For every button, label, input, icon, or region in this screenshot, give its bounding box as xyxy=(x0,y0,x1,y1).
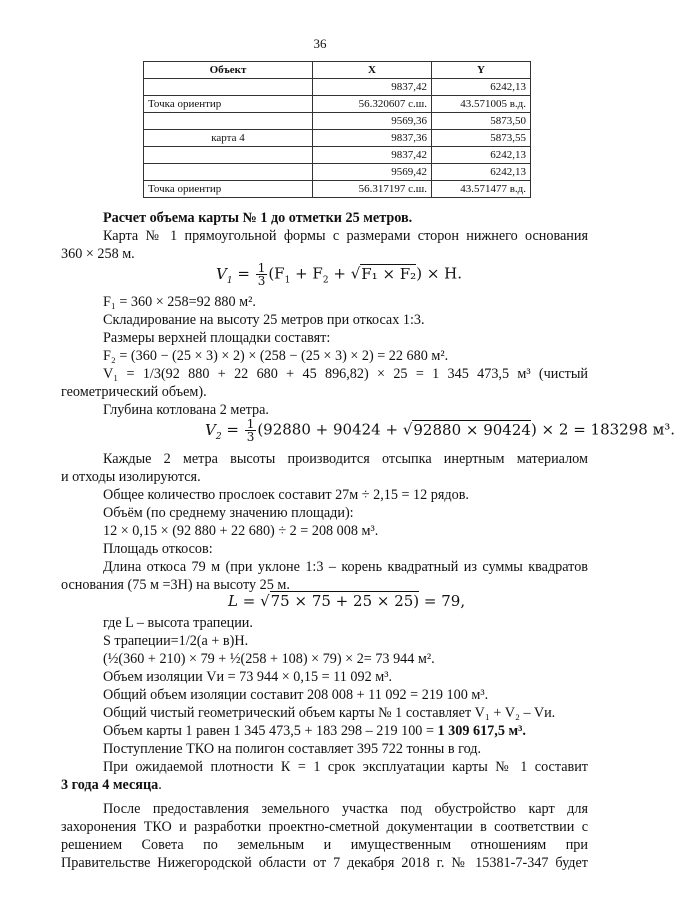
formula-text: 1 xyxy=(226,275,233,286)
formula-text: F₁ × F₂ xyxy=(361,264,417,283)
coordinates-table xyxy=(143,61,531,198)
fraction xyxy=(245,418,257,443)
table-cell: 6242,13 xyxy=(432,164,531,181)
text-line: После предоставления земельного участка под обустройство карт для xyxy=(103,801,588,817)
text-line: 360 × 258 м. xyxy=(61,246,135,262)
text-fragment: . xyxy=(522,723,526,739)
table-cell: 9837,36 xyxy=(313,130,432,147)
text-line: и отходы изолируются. xyxy=(61,469,201,485)
formula-text: = xyxy=(221,420,244,439)
formula-text: = 79, xyxy=(419,592,466,610)
table-row xyxy=(144,147,531,164)
text-line: Складирование на высоту 25 метров при откосах 1:3. xyxy=(103,312,425,328)
formula-text: + F xyxy=(290,264,323,283)
table-cell xyxy=(144,164,313,181)
formula-text: (F xyxy=(268,264,285,283)
table-cell xyxy=(144,113,313,130)
text-line: V₁ = 1/3(92 880 + 22 680 + 45 896,82) × 25 = 1 345 473,5 м³ (чистый xyxy=(103,366,588,382)
page-number: 36 xyxy=(313,36,327,51)
table-row xyxy=(144,130,531,147)
text-line: Общий чистый геометрический объем карты № 1 составляет V₁ + V₂ – Vи. xyxy=(103,705,556,721)
table-row xyxy=(144,96,531,113)
table-cell: 6242,13 xyxy=(432,147,531,164)
text-line: где L – высота трапеции. xyxy=(103,615,253,631)
table-cell: 9569,42 xyxy=(313,164,432,181)
text-line xyxy=(61,776,588,794)
table-header-y: Y xyxy=(432,62,531,79)
text-line: Общее количество прослоек составит 27м ÷ 2,15 = 12 рядов. xyxy=(103,487,469,503)
table-row xyxy=(144,113,531,130)
text-line: Общий объем изоляции составит 208 008 + 11 092 = 219 100 м³. xyxy=(103,687,489,703)
formula-text: 1 xyxy=(257,261,266,275)
text-fragment: Объем карты 1 равен 1 345 473,5 + 183 298 – 219 100 = xyxy=(103,723,438,739)
text-line: Карта № 1 прямоугольной формы с размерами сторон нижнего основания xyxy=(103,228,588,244)
table-cell: 9569,36 xyxy=(313,113,432,130)
table-header-object: Объект xyxy=(144,62,313,79)
table-cell xyxy=(144,79,313,96)
text-line: геометрический объем). xyxy=(61,384,207,400)
table-cell: 43.571477 в.д. xyxy=(432,181,531,198)
text-line: Поступление ТКО на полигон составляет 395 722 тонны в год. xyxy=(103,741,482,757)
formula-text: 1 xyxy=(246,417,255,431)
fraction xyxy=(256,262,268,287)
text-line: Размеры верхней площадки составят: xyxy=(103,330,331,346)
formula-l: L = √75 × 75 + 25 × 25) = 79, xyxy=(228,592,466,610)
formula-text: L = xyxy=(228,592,261,610)
text-line: Длина откоса 79 м (при уклоне 1:3 – корень квадратный из суммы квадратов xyxy=(103,559,588,575)
text-line: Объём (по среднему значению площади): xyxy=(103,505,354,521)
formula-text: 3 xyxy=(257,274,266,288)
formula-text: ) × 2 = 183298 м³. xyxy=(530,420,675,439)
table-cell: 9837,42 xyxy=(313,79,432,96)
table-cell: 9837,42 xyxy=(313,147,432,164)
formula-text: 2 xyxy=(215,431,222,442)
text-line: захоронения ТКО и разработки проектно-сметной документации в соответствии с xyxy=(61,819,588,835)
formula-text: = xyxy=(232,264,255,283)
text-line: Объем изоляции Vи = 73 944 × 0,15 = 11 092 м³. xyxy=(103,669,393,685)
text-line: основания (75 м =3Н) на высоту 25 м. xyxy=(61,577,290,593)
text-line: При ожидаемой плотности К = 1 срок эксплуатации карты № 1 составит xyxy=(103,759,588,775)
formula-text: 3 xyxy=(246,430,255,444)
table-cell xyxy=(144,147,313,164)
text-line: Правительстве Нижегородской области от 7 декабря 2018 г. № 15381-7-347 будет xyxy=(61,855,588,871)
text-line: F₁ = 360 × 258=92 880 м². xyxy=(103,294,256,310)
text-line xyxy=(103,722,588,740)
formula-text: ) × H. xyxy=(416,264,463,283)
table-cell: 56.320607 с.ш. xyxy=(313,96,432,113)
service-life: 3 года 4 месяца xyxy=(61,777,159,793)
table-cell: 43.571005 в.д. xyxy=(432,96,531,113)
table-header-x: X xyxy=(313,62,432,79)
total-volume: 1 309 617,5 м³ xyxy=(437,723,523,739)
text-line: S трапеции=1/2(а + в)Н. xyxy=(103,633,249,649)
table-cell: Точка ориентир xyxy=(144,96,313,113)
table-cell: карта 4 xyxy=(144,130,313,147)
formula-text: 92880 × 90424 xyxy=(413,420,531,439)
formula-v2: $V_2$ = $\frac{1}{3}$ (92880 + 90424 + √92880 × 90424) × 2 = 183298 м³. xyxy=(205,417,675,444)
formula-text: + xyxy=(328,264,351,283)
table-cell: 5873,55 xyxy=(432,130,531,147)
table-row xyxy=(144,79,531,96)
text-line: Площадь откосов: xyxy=(103,541,213,557)
text-line: Глубина котлована 2 метра. xyxy=(103,402,269,418)
formula-text: V xyxy=(205,420,216,439)
formula-text: V xyxy=(216,264,227,283)
text-line: F₂ = (360 − (25 × 3) × 2) × (258 − (25 × 3) × 2) = 22 680 м². xyxy=(103,348,449,364)
table-cell: 5873,50 xyxy=(432,113,531,130)
table-row xyxy=(144,181,531,198)
table-cell: 6242,13 xyxy=(432,79,531,96)
text-line: решением Совета по земельным и имущественным отношениям при xyxy=(61,837,588,853)
table-cell: 56.317197 с.ш. xyxy=(313,181,432,198)
table-cell: Точка ориентир xyxy=(144,181,313,198)
section-heading: Расчет объема карты № 1 до отметки 25 метров. xyxy=(103,210,413,226)
formula-text: 75 × 75 + 25 × 25) xyxy=(270,592,420,610)
table-header-row xyxy=(144,62,531,79)
text-fragment: . xyxy=(158,777,162,793)
text-line: (½(360 + 210) × 79 + ½(258 + 108) × 79) × 2= 73 944 м². xyxy=(103,651,435,667)
formula-v1: $V_1$ = $\frac{1}{3}$ $(F_1 + F_2 + √F_1 \times F_2) \times H$. xyxy=(216,261,463,288)
text-line: Каждые 2 метра высоты производится отсыпка инертным материалом xyxy=(103,451,588,467)
text-line: 12 × 0,15 × (92 880 + 22 680) ÷ 2 = 208 008 м³. xyxy=(103,523,379,539)
formula-text: (92880 + 90424 + xyxy=(257,420,403,439)
table-row xyxy=(144,164,531,181)
